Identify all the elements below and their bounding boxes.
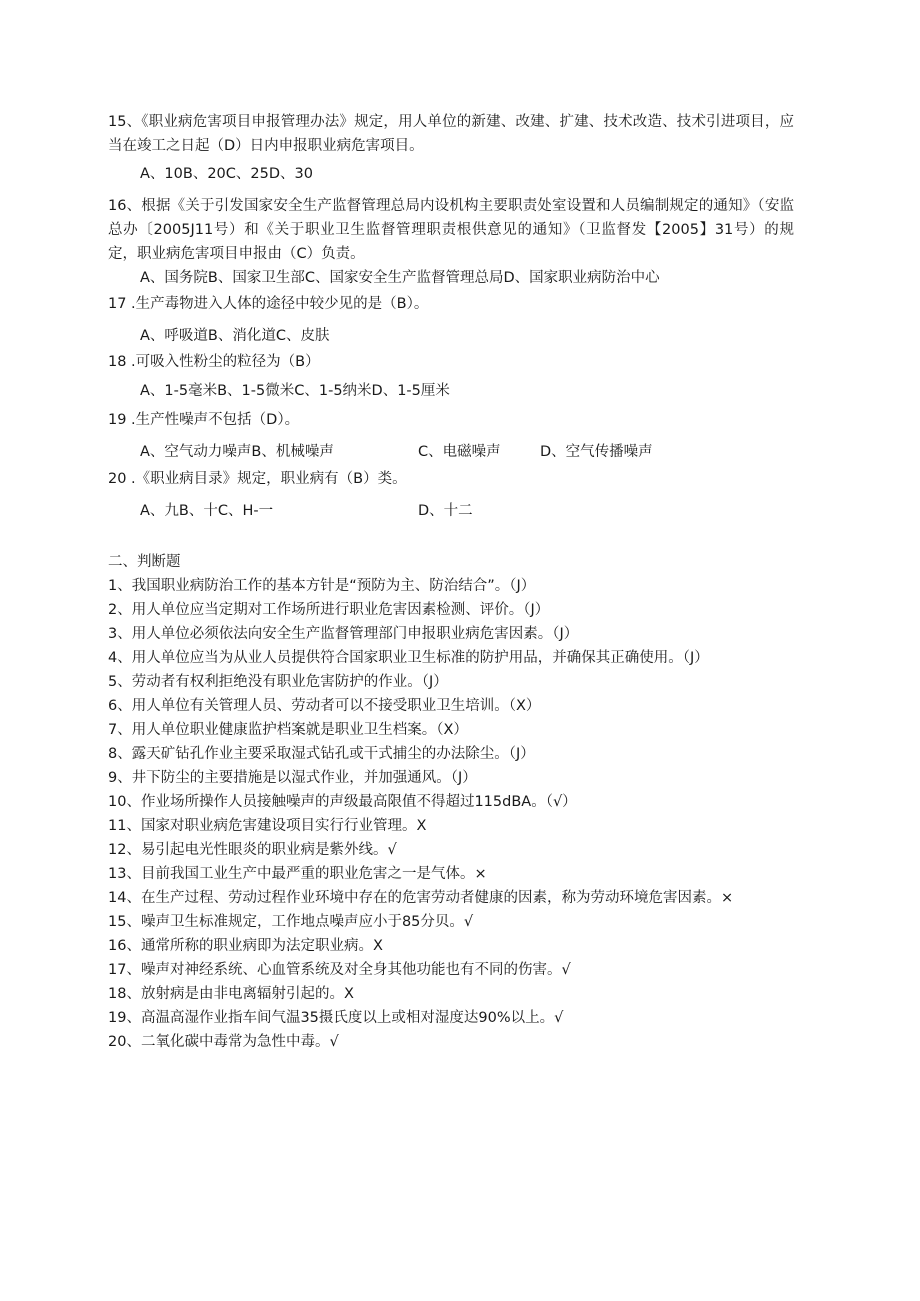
tf-item: 13、目前我国工业生产中最严重的职业危害之一是气体。× [108, 866, 487, 882]
question-19-option-c: C、电磁噪声 [418, 444, 501, 460]
tf-item: 12、易引起电光性眼炎的职业病是紫外线。√ [108, 842, 397, 858]
tf-item: 18、放射病是由非电离辐射引起的。X [108, 986, 354, 1002]
tf-item: 20、二氧化碳中毒常为急性中毒。√ [108, 1034, 339, 1050]
question-17: 17 .生产毒物进入人体的途径中较少见的是（B）。 [108, 296, 429, 312]
tf-item: 15、噪声卫生标准规定，工作地点噪声应小于85分贝。√ [108, 914, 474, 930]
question-18-options: A、1-5毫米B、1-5微米C、1-5纳米D、1-5厘米 [140, 383, 450, 399]
section-heading: 二、判断题 [108, 554, 181, 570]
tf-item: 11、国家对职业病危害建设项目实行行业管理。X [108, 818, 427, 834]
question-20-option-a: A、九B、十C、H-一 [140, 503, 274, 519]
tf-item: 1、我国职业病防治工作的基本方针是“预防为主、防治结合”。（J） [108, 578, 536, 594]
tf-item: 14、在生产过程、劳动过程作业环境中存在的危害劳动者健康的因素，称为劳动环境危害因素。× [108, 890, 734, 906]
question-19-option-d: D、空气传播噪声 [540, 444, 653, 460]
tf-item: 17、噪声对神经系统、心血管系统及对全身其他功能也有不同的伤害。√ [108, 962, 571, 978]
question-17-options: A、呼吸道B、消化道C、皮肤 [140, 328, 330, 344]
tf-item: 16、通常所称的职业病即为法定职业病。X [108, 938, 383, 954]
tf-item: 10、作业场所操作人员接触噪声的声级最高限值不得超过115dBA。（√） [108, 794, 577, 810]
question-20-option-d: D、十二 [418, 503, 473, 519]
tf-item: 8、露天矿钻孔作业主要采取湿式钻孔或干式捕尘的办法除尘。（J） [108, 746, 535, 762]
tf-item: 3、用人单位必须依法向安全生产监督管理部门申报职业病危害因素。（J） [108, 626, 579, 642]
tf-item: 6、用人单位有关管理人员、劳动者可以不接受职业卫生培训。（X） [108, 698, 541, 714]
tf-item: 5、劳动者有权利拒绝没有职业危害防护的作业。（J） [108, 674, 448, 690]
tf-item: 2、用人单位应当定期对工作场所进行职业危害因素检测、评价。（J） [108, 602, 550, 618]
question-19-option-a: A、空气动力噪声B、机械噪声 [140, 444, 334, 460]
question-20: 20 .《职业病目录》规定，职业病有（B）类。 [108, 471, 407, 487]
question-16-options: A、国务院B、国家卫生部C、国家安全生产监督管理总局D、国家职业病防治中心 [140, 270, 660, 286]
question-19: 19 .生产性噪声不包括（D）。 [108, 412, 300, 428]
question-15-options: A、10B、20C、25D、30 [140, 166, 313, 182]
tf-item: 4、用人单位应当为从业人员提供符合国家职业卫生标准的防护用品，并确保其正确使用。（J） [108, 650, 709, 666]
question-16: 16、根据《关于引发国家安全生产监督管理总局内设机构主要职责处室设置和人员编制规定的通知》（安监总办〔2005J11号）和《关于职业卫生监督管理职责根供意见的通知》（卫监督发【2005】31号）的规定，职业病危害项目申报由（C）负责。 [108, 198, 794, 262]
tf-item: 19、高温高湿作业指车间气温35摄氏度以上或相对湿度达90%以上。√ [108, 1010, 564, 1026]
question-18: 18 .可吸入性粉尘的粒径为（B） [108, 354, 320, 370]
tf-item: 9、井下防尘的主要措施是以湿式作业，并加强通风。（J） [108, 770, 477, 786]
tf-item: 7、用人单位职业健康监护档案就是职业卫生档案。（X） [108, 722, 468, 738]
question-15: 15、《职业病危害项目申报管理办法》规定，用人单位的新建、改建、扩建、技术改造、技术引进项目，应当在竣工之日起（D）日内申报职业病危害项目。 [108, 114, 794, 154]
